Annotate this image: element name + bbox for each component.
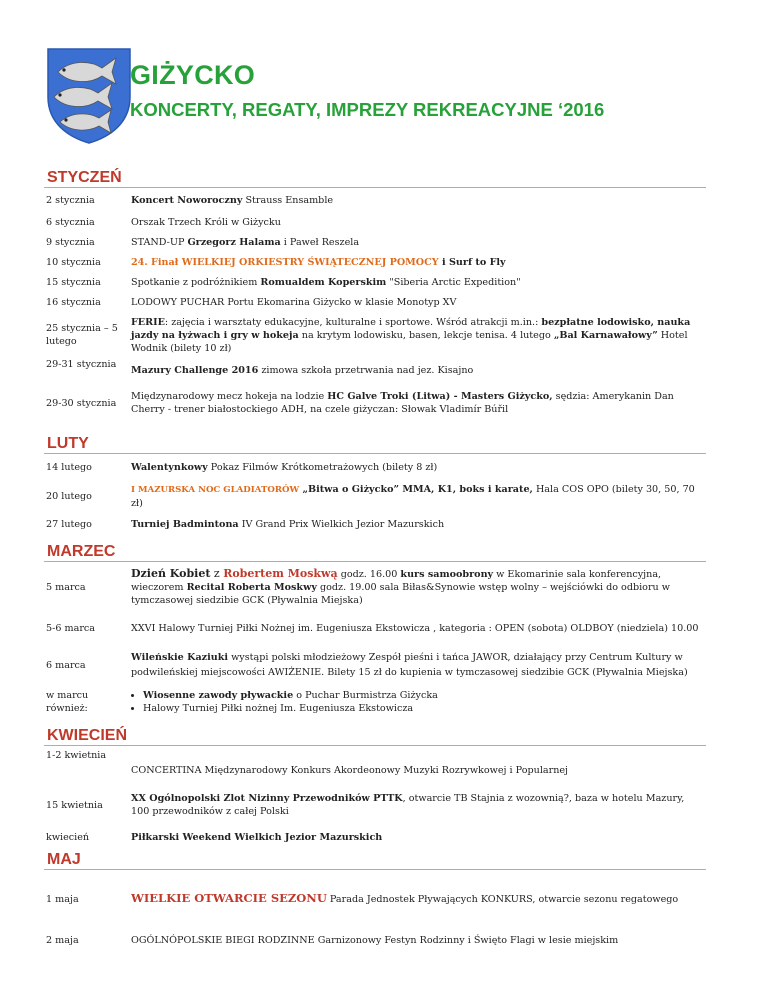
event-date: 2 maja — [46, 934, 79, 946]
event-date: 16 stycznia — [46, 296, 101, 308]
event-description: FERIE: zajęcia i warsztaty edukacyjne, kulturalne i sportowe. Wśród atrakcji m.in.: bezpłatne lodowisko, nauka jazdy na łyżwach i gry w hokeja na krytym lodowisku, basen, lekcje tenisa. 4 lutego „Bal Karnawałowy” Hotel Wodnik (bilety 10 zł) — [131, 316, 691, 354]
section-kwiecien — [44, 726, 706, 849]
event-description: Międzynarodowy mecz hokeja na lodzie HC Galve Troki (Litwa) - Masters Giżycko, sędzia: Amerykanin Dan Cherry - trener białostockiego ADH, na czele giżyczan: Słowak Vladimír Búřil — [131, 391, 674, 415]
event-date: 6 marca — [46, 659, 86, 671]
event-description: Spotkanie z podróżnikiem Romualdem Koperskim "Siberia Arctic Expedition" — [131, 276, 521, 288]
event-date: 15 kwietnia — [46, 799, 103, 811]
event-row — [44, 513, 706, 536]
event-description: Turniej Badmintona IV Grand Prix Wielkich Jezior Mazurskich — [131, 519, 445, 530]
event-description: Piłkarski Weekend Wielkich Jezior Mazurskich — [131, 831, 383, 843]
event-description: LODOWY PUCHAR Portu Ekomarina Giżycko w klasie Monotyp XV — [131, 296, 457, 308]
city-title: GIŻYCKO — [130, 60, 256, 90]
event-date: w marcu również: — [46, 690, 89, 714]
month-heading: MARZEC — [44, 542, 706, 562]
event-date: 2 stycznia — [46, 195, 95, 206]
event-date: 5-6 marca — [46, 622, 95, 634]
event-row — [44, 563, 706, 611]
event-description: Mazury Challenge 2016 zimowa szkoła przetrwania nad jez. Kisajno — [131, 365, 474, 376]
section-marzec — [44, 542, 706, 719]
event-date: 5 marca — [46, 581, 86, 593]
event-date: 25 stycznia – 5 lutego — [46, 323, 118, 347]
event-date: 20 lutego — [46, 490, 92, 502]
event-row — [44, 212, 706, 232]
event-date: 15 stycznia — [46, 276, 101, 288]
event-row — [44, 825, 706, 849]
event-date: 27 lutego — [46, 519, 92, 530]
event-description: STAND-UP Grzegorz Halama i Paweł Reszela — [131, 236, 360, 248]
event-description: XX Ogólnopolski Zlot Nizinny Przewodników PTTK, otwarcie TB Stajnia z wozownią?, baza w hotelu Mazury, 100 przewodników z całej Polski — [131, 793, 685, 817]
event-row — [44, 252, 706, 272]
event-row — [44, 479, 706, 513]
event-row — [44, 272, 706, 292]
event-description: Wileńskie Kaziuki wystąpi polski młodzieżowy Zespół pieśni i tańca JAWOR, działający przy Centrum Kultury w podwileńskiej miejscowości AWIŻENIE. Bilety 15 zł do kupienia w tymczasowej siedzibie GCK (Pływalnia Miejska) — [131, 652, 688, 678]
section-luty — [44, 434, 706, 536]
event-row — [44, 645, 706, 685]
event-description: Walentynkowy Pokaz Filmów Krótkometrażowych (bilety 8 zł) — [131, 461, 438, 473]
section-styczen — [44, 168, 706, 422]
section-maj — [44, 850, 706, 953]
event-row — [44, 384, 706, 422]
event-date: 1 maja — [46, 893, 79, 905]
event-description — [131, 689, 706, 715]
event-row — [44, 611, 706, 645]
event-row — [44, 189, 706, 212]
event-description: I MAZURSKA NOC GLADIATORÓW „Bitwa o Giżycko” MMA, K1, boks i karate, Hala COS OPO (bilety 30, 50, 70 zł) — [131, 483, 695, 509]
event-description: Dzień Kobiet z Robertem Moskwą godz. 16.00 kurs samoobrony w Ekomarinie sala konferencyjna, wieczorem Recital Roberta Moskwy godz. 19.00 sala Biłas&Synowie wstęp wolny – wejściówki do odbioru w tymczasowej siedzibie GCK (Pływalnia Miejska) — [131, 567, 670, 606]
event-description: CONCERTINA Międzynarodowy Konkurs Akordeonowy Muzyki Rozrywkowej i Popularnej — [131, 765, 569, 776]
event-row — [44, 785, 706, 825]
month-heading: LUTY — [44, 434, 706, 454]
event-row — [44, 455, 706, 479]
event-date: 14 lutego — [46, 461, 92, 473]
event-row — [44, 747, 706, 785]
event-description: OGÓLNÓPOLSKIE BIEGI RODZINNE Garnizonowy Festyn Rodzinny i Święto Flagi w lesie miejskim — [131, 934, 619, 946]
event-date: kwiecień — [46, 831, 90, 843]
event-description: Koncert Noworoczny Strauss Ensamble — [131, 195, 334, 206]
event-date: 29-30 stycznia — [46, 397, 117, 409]
event-description: XXVI Halowy Turniej Piłki Nożnej im. Eugeniusza Ekstowicza , kategoria : OPEN (sobota) OLDBOY (niedziela) 10.00 — [131, 622, 699, 634]
event-description: WIELKIE OTWARCIE SEZONU Parada Jednostek Pływających KONKURS, otwarcie sezonu regatowego — [131, 891, 679, 905]
month-heading: KWIECIEŃ — [44, 726, 706, 746]
month-heading: STYCZEŃ — [44, 168, 706, 188]
page-subtitle: KONCERTY, REGATY, IMPREZY REKREACYJNE ‘2016 — [130, 99, 605, 120]
event-date: 29-31 stycznia — [46, 359, 117, 370]
month-heading: MAJ — [44, 850, 706, 870]
event-row — [44, 927, 706, 953]
event-row — [44, 312, 706, 358]
event-date: 9 stycznia — [46, 236, 95, 248]
event-row — [44, 358, 706, 384]
list-item: • Halowy Turniej Piłki nożnej Im. Eugeniusza Ekstowicza — [143, 702, 700, 715]
list-item: • Wiosenne zawody pływackie o Puchar Burmistrza Giżycka — [143, 689, 700, 702]
event-description: 24. Finał WIELKIEJ ORKIESTRY ŚWIĄTECZNEJ POMOCY i Surf to Fly — [131, 256, 506, 268]
event-date: 6 stycznia — [46, 216, 95, 228]
event-description: Orszak Trzech Króli w Giżycku — [131, 216, 281, 228]
event-row — [44, 232, 706, 252]
event-row — [44, 871, 706, 927]
event-date: 10 stycznia — [46, 256, 101, 268]
event-row — [44, 685, 706, 719]
event-date: 1-2 kwietnia — [46, 750, 107, 761]
event-row — [44, 292, 706, 312]
fish-coat-of-arms-icon — [44, 45, 134, 145]
